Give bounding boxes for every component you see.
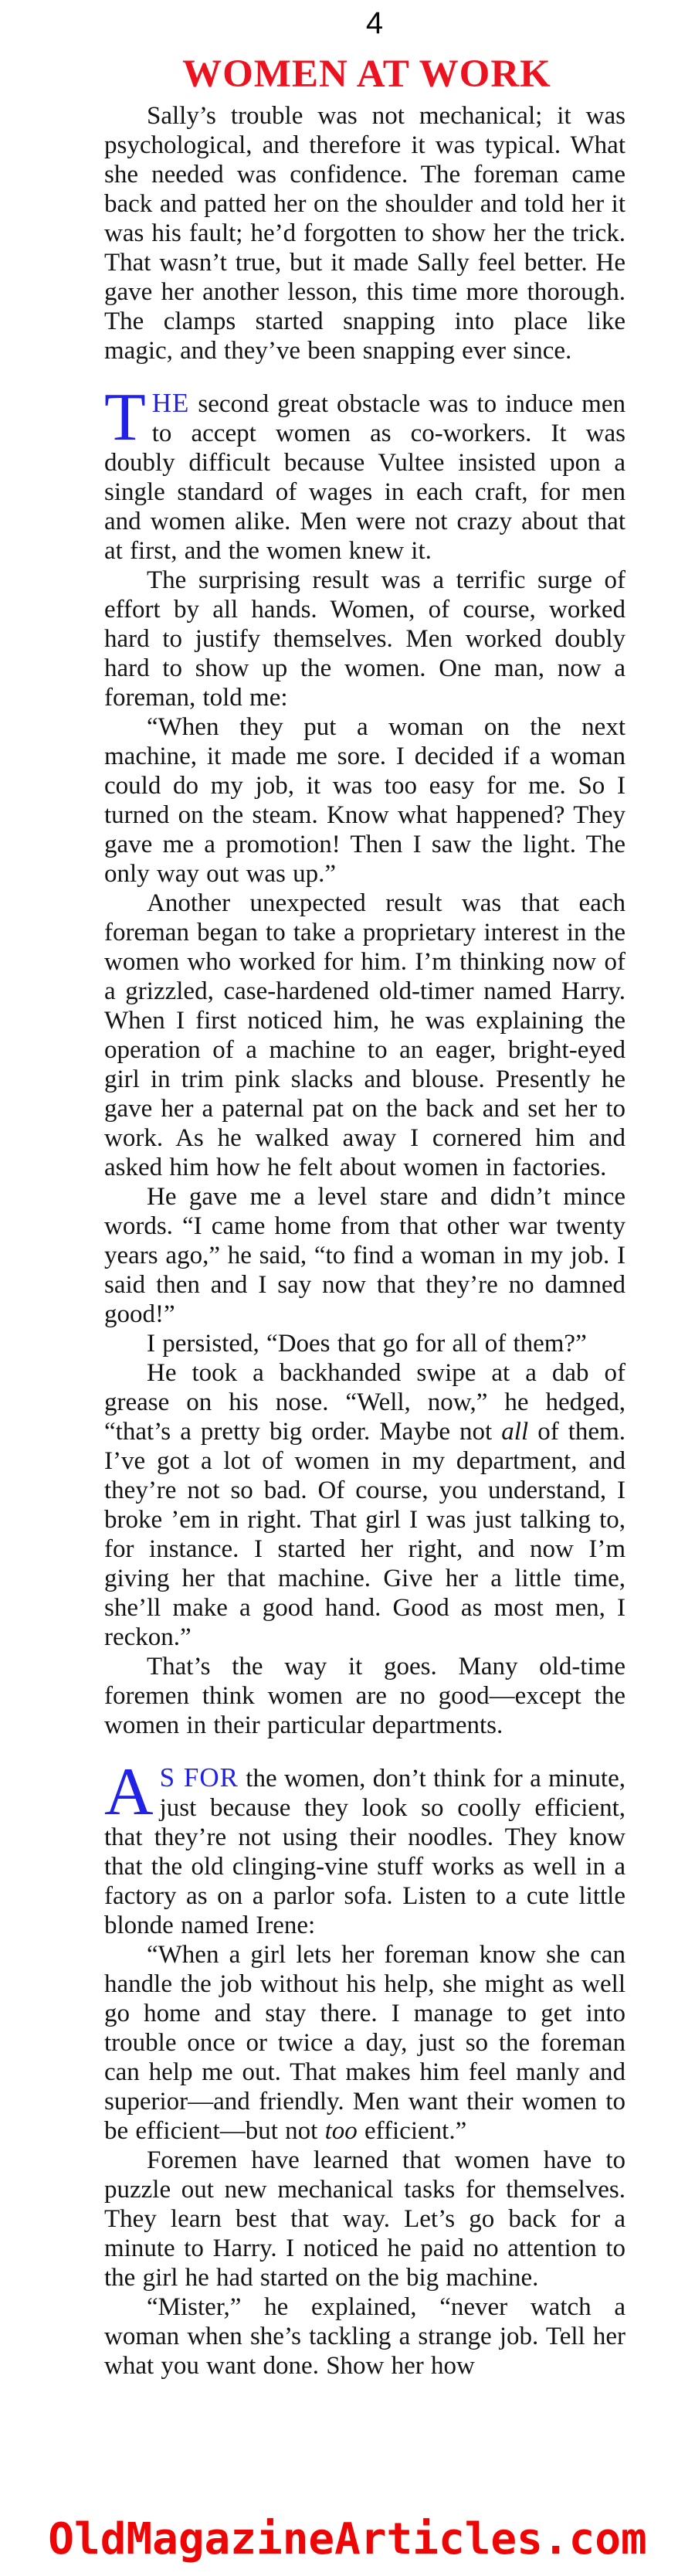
paragraph <box>104 1329 626 1358</box>
text-segment: “When a girl lets her foreman know she can handle the job without his help, she might as well go home and stay there. I manage to get into trouble once or twice a day, just so the foreman can help me out. That makes him feel manly and superior—and friendly. Men want their women to be efficient—but not <box>104 1941 626 2145</box>
text-segment: The surprising result was a terrific surge of effort by all hands. Women, of course, worked hard to justify themselves. Men worked doubly hard to show up the women. One man, now a foreman, told me: <box>104 566 626 712</box>
magazine-page <box>0 6 695 2576</box>
paragraph <box>104 1182 626 1329</box>
section-lead-caps: S FOR <box>159 1762 239 1793</box>
text-segment: of them. I’ve got a lot of women in my department, and they’re not so bad. Of course, you understand, I broke ’em in right. That girl I was just talking to, for instance. I started her right, and now I’m giving her that machine. Give her a little time, she’ll make a good hand. Good as most men, I reckon.” <box>104 1418 626 1651</box>
paragraph <box>104 889 626 1182</box>
text-segment: all <box>501 1418 529 1446</box>
section-paragraph <box>104 380 626 566</box>
text-segment: second great obstacle was to induce men to accept women as co-workers. It was doubly difficult because Vultee insisted upon a single standard of wages in each craft, for men and women alike. Men were not crazy about that at first, and the women knew it. <box>104 390 626 565</box>
dropcap-letter: A <box>104 1755 154 1830</box>
dropcap-letter: T <box>104 380 146 455</box>
paragraph <box>104 2146 626 2292</box>
watermark-site-name: OldMagazineArticles.com <box>48 2514 647 2564</box>
paragraph <box>104 1652 626 1740</box>
text-segment: the women, don’t think for a minute, just because they look so coolly efficient, that they’re not using their noodles. They know that the old clinging-vine stuff works as well in a factory as on a parlor sofa. Listen to a cute little blonde named Irene: <box>104 1765 626 1939</box>
text-segment: “Mister,” he explained, “never watch a woman when she’s tackling a strange job. Tell her what you want done. Show her how <box>104 2293 626 2380</box>
page-number: 4 <box>365 6 384 40</box>
paragraph <box>104 2292 626 2381</box>
section-lead-caps: HE <box>151 388 190 418</box>
text-segment: That’s the way it goes. Many old-time foremen think women are no good—except the women in their particular departments. <box>104 1653 626 1739</box>
article-title: WOMEN AT WORK <box>182 53 551 96</box>
paragraph <box>104 566 626 712</box>
text-segment: Foremen have learned that women have to puzzle out new mechanical tasks for themselves. They learn best that way. Let’s go back for a minute to Harry. I noticed he paid no attention to the girl he had started on the big machine. <box>104 2146 626 2292</box>
text-segment: Another unexpected result was that each foreman began to take a proprietary interest in the women who worked for him. I’m thinking now of a grizzled, case-hardened old-timer named Harry. When I first noticed him, he was explaining the operation of a machine to an eager, bright-eyed girl in trim pink slacks and blouse. Presently he gave her a paternal pat on the back and set her to work. As he walked away I cornered him and asked him how he felt about women in factories. <box>104 889 626 1181</box>
text-segment: He gave me a level stare and didn’t mince words. “I came home from that other war twenty years ago,” he said, “to find a woman in my job. I said then and I say now that they’re no damned good!” <box>104 1183 626 1328</box>
article-body <box>104 101 626 2381</box>
text-segment: “When they put a woman on the next machine, it made me sore. I decided if a woman could do my job, it was too easy for me. So I turned on the steam. Know what happened? They gave me a promotion! Then I saw the light. The only way out was up.” <box>104 713 626 888</box>
paragraph <box>104 712 626 889</box>
text-segment: He took a backhanded swipe at a dab of grease on his nose. “Well, now,” he hedged, “that’s a pretty big order. Maybe not <box>104 1359 626 1446</box>
paragraph <box>104 1940 626 2146</box>
text-segment: too <box>324 2117 358 2145</box>
paragraph <box>104 1358 626 1652</box>
text-segment: efficient.” <box>357 2117 467 2145</box>
text-segment: Sally’s trouble was not mechanical; it was psychological, and therefore it was typical. What she needed was confidence. The foreman came back and patted her on the shoulder and told her it was his fault; he’d forgotten to show her the trick. That wasn’t true, but it made Sally feel better. He gave her another lesson, this time more thorough. The clamps started snapping into place like magic, and they’ve been snapping ever since. <box>104 102 626 365</box>
paragraph <box>104 101 626 365</box>
section-paragraph <box>104 1755 626 1940</box>
text-segment: I persisted, “Does that go for all of them?” <box>147 1330 587 1358</box>
